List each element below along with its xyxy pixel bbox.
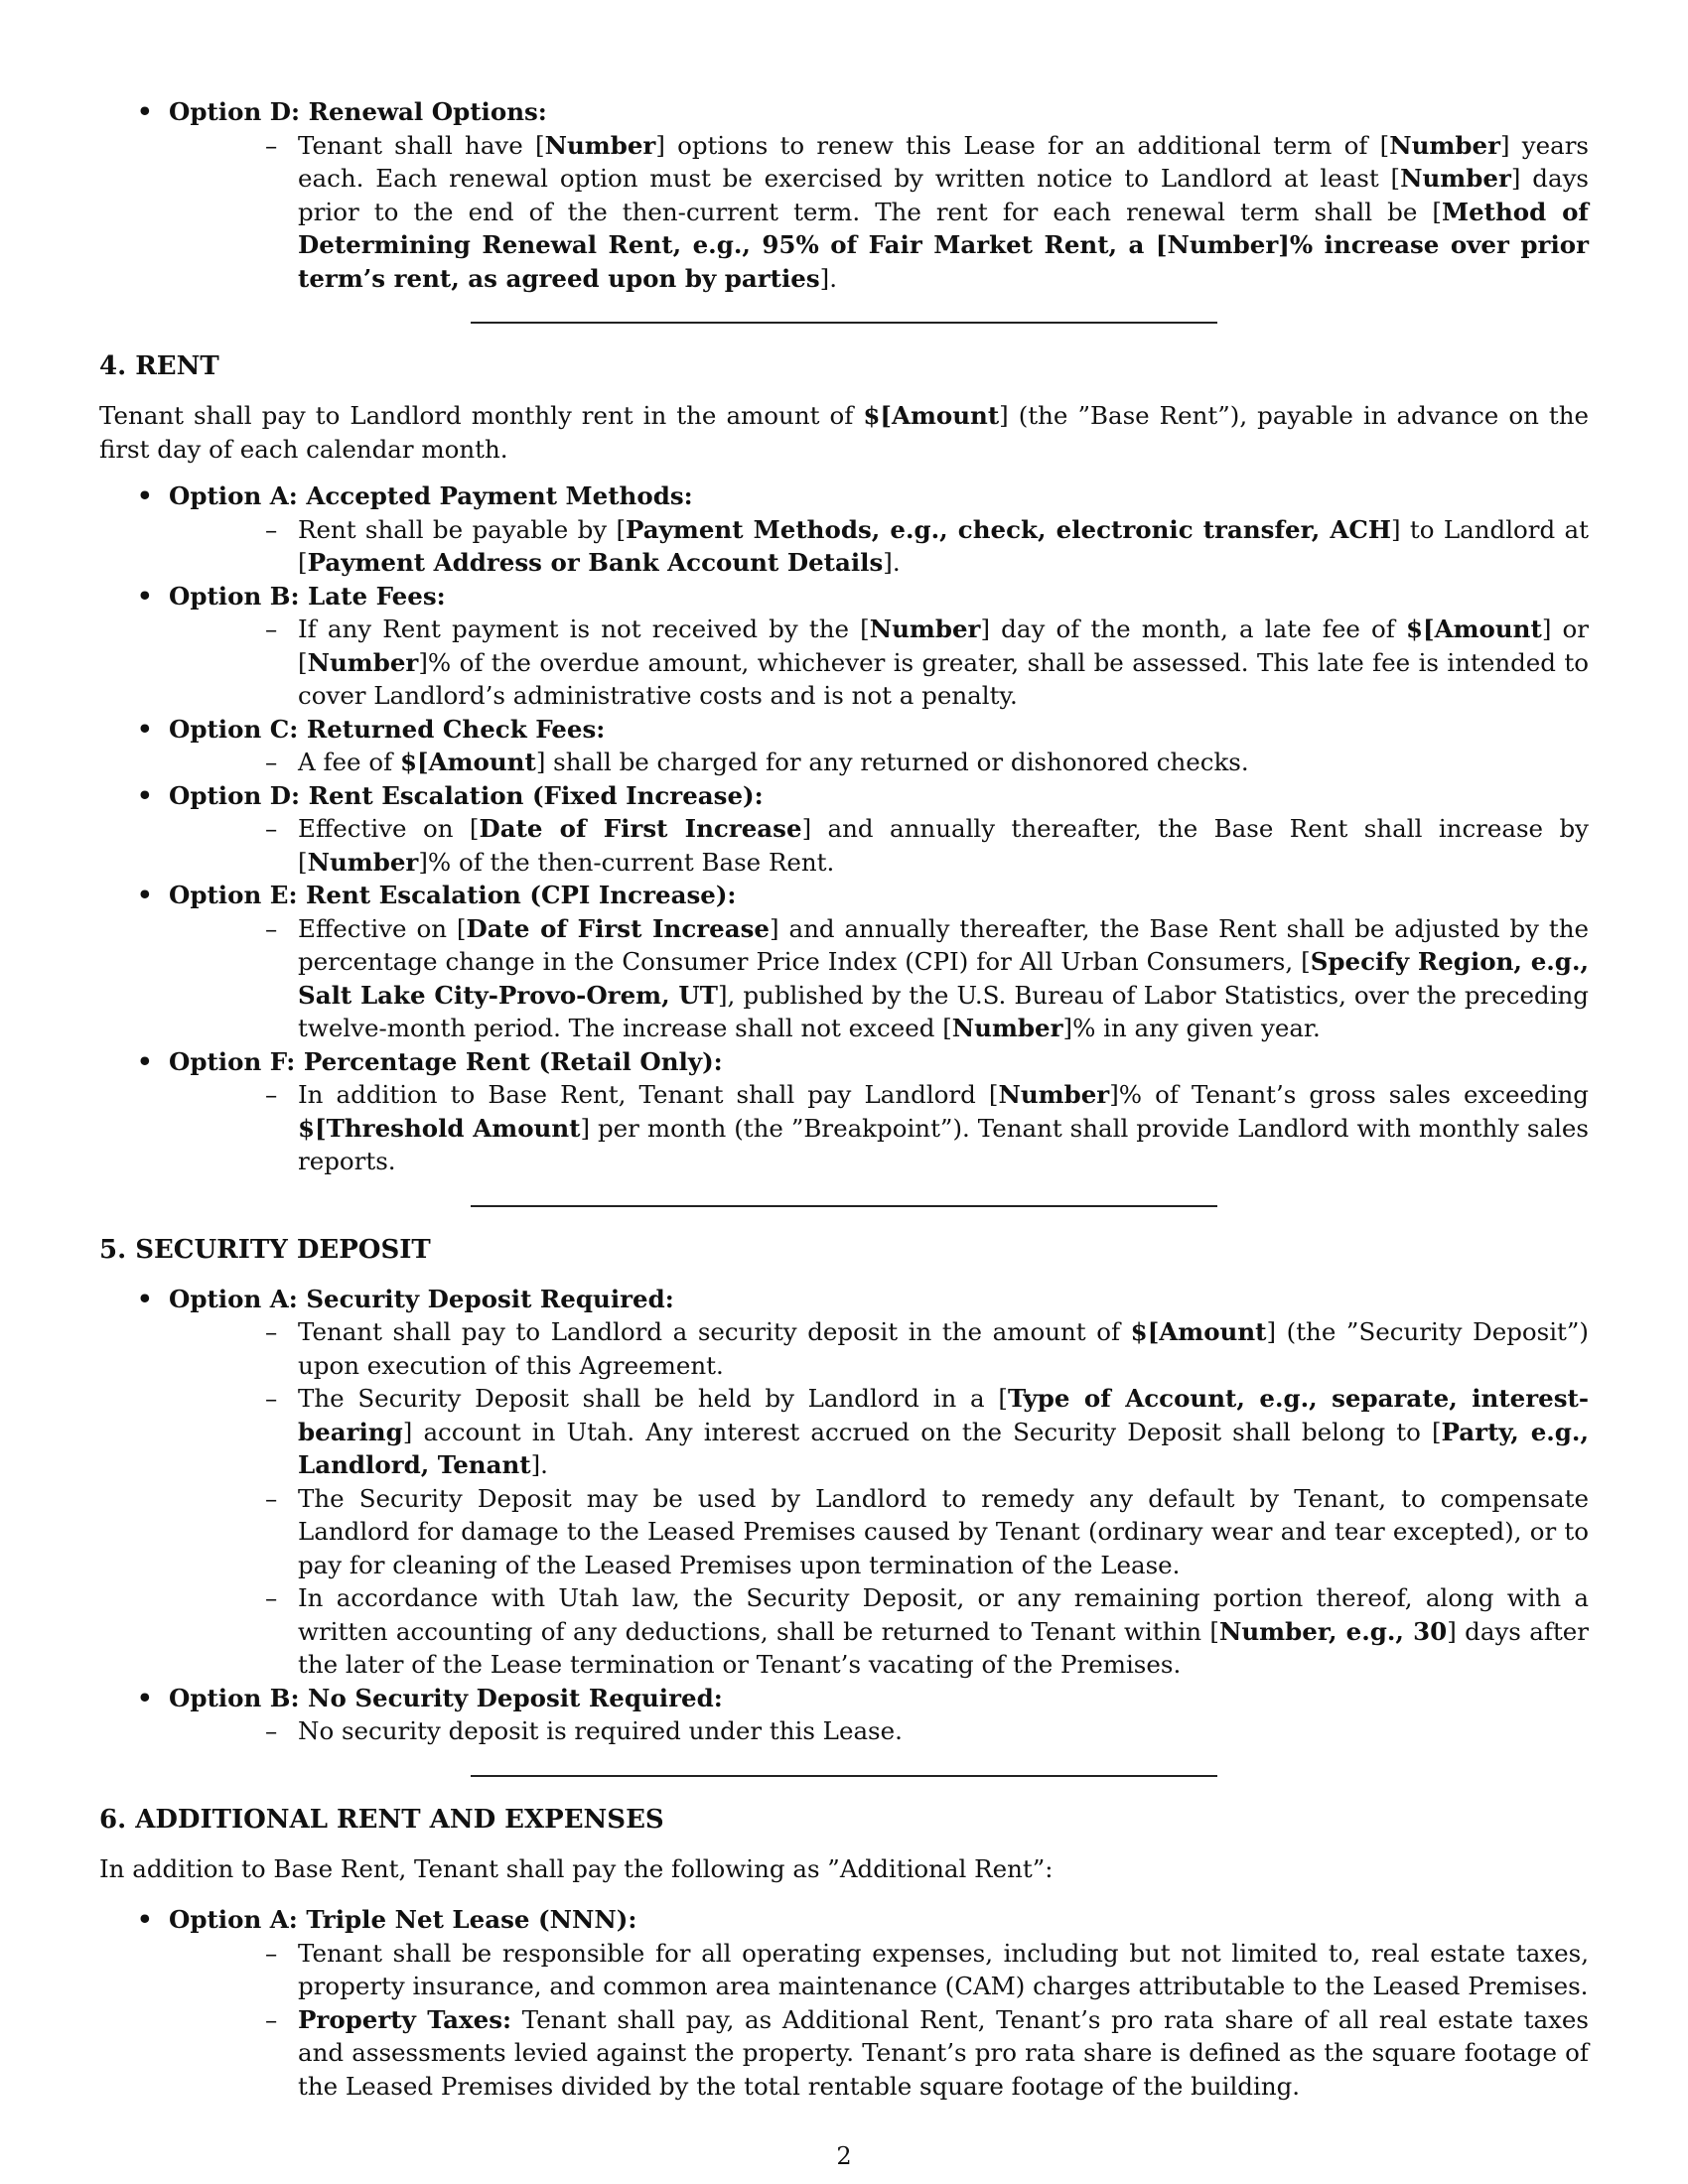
section-divider: [471, 1775, 1217, 1777]
section-heading-security-deposit: 5. SECURITY DEPOSIT: [99, 1234, 431, 1265]
list-item: – The Security Deposit may be used by Landlord to remedy any default by Tenant, to compensate Landlord for damage to the Leased Premises caused by Tenant (ordinary wear and tear excepted), or to pay for cleaning of the Leased Premises upon termination of the Lease.: [169, 1482, 1589, 1582]
list-item: – In addition to Base Rent, Tenant shall pay Landlord [Number]% of Tenant’s gross sales exceeding $[Threshold Amount] per month (the ”Breakpoint”). Tenant shall provide Landlord with monthly sales reports.: [169, 1078, 1589, 1178]
list-item: – Rent shall be payable by [Payment Methods, e.g., check, electronic transfer, ACH] to Landlord at [Payment Address or Bank Account Details].: [169, 513, 1589, 580]
option-title: • Option E: Rent Escalation (CPI Increase):: [169, 881, 737, 909]
list-item: – Effective on [Date of First Increase] and annually thereafter, the Base Rent shall be adjusted by the percentage change in the Consumer Price Index (CPI) for All Urban Consumers, [Specify Region, e.g., Salt Lake City-Provo-Orem, UT], published by the U.S. Bureau of Labor Statistics, over the preceding twelve-month period. The increase shall not exceed [Number]% in any given year.: [169, 912, 1589, 1045]
rent-option-d: [99, 779, 1589, 880]
option-title: • Option A: Security Deposit Required:: [169, 1284, 674, 1313]
renewal-options: [99, 95, 1589, 295]
rent-option-b: [99, 580, 1589, 713]
option-title: • Option B: No Security Deposit Required:: [169, 1683, 723, 1712]
list-item: – If any Rent payment is not received by the [Number] day of the month, a late fee of $[Amount] or [Number]% of the overdue amount, whichever is greater, shall be assessed. This late fee is intended to cover Landlord’s administrative costs and is not a penalty.: [169, 613, 1589, 713]
additional-rent-intro: In addition to Base Rent, Tenant shall pay the following as ”Additional Rent”:: [99, 1853, 1054, 1883]
deposit-option-b: [99, 1682, 1589, 1748]
list-item: – No security deposit is required under this Lease.: [169, 1714, 1589, 1748]
option-title: • Option A: Accepted Payment Methods:: [169, 481, 693, 510]
rent-option-c: [99, 713, 1589, 779]
list-item: – Tenant shall pay to Landlord a security deposit in the amount of $[Amount] (the ”Security Deposit”) upon execution of this Agreement.: [169, 1315, 1589, 1382]
list-item: – Effective on [Date of First Increase] and annually thereafter, the Base Rent shall increase by [Number]% of the then-current Base Rent.: [169, 812, 1589, 879]
section-divider: [471, 322, 1217, 324]
document-page: [99, 95, 1589, 2103]
rent-option-a: [99, 479, 1589, 580]
section-heading-additional-rent: 6. ADDITIONAL RENT AND EXPENSES: [99, 1804, 664, 1835]
list-item: – A fee of $[Amount] shall be charged for any returned or dishonored checks.: [169, 746, 1589, 779]
section-heading-rent: 4. RENT: [99, 351, 219, 381]
list-item: – The Security Deposit shall be held by Landlord in a [Type of Account, e.g., separate, interest-bearing] account in Utah. Any interest accrued on the Security Deposit shall belong to [Party, e.g., Landlord, Tenant].: [169, 1382, 1589, 1482]
option-title: • Option D: Renewal Options:: [169, 97, 547, 126]
additional-option-a: [99, 1903, 1589, 2103]
option-title: • Option F: Percentage Rent (Retail Only):: [169, 1046, 723, 1076]
rent-intro: Tenant shall pay to Landlord monthly rent in the amount of $[Amount] (the ”Base Rent”), payable in advance on the first day of each calendar month.: [99, 401, 1589, 464]
option-title: • Option B: Late Fees:: [169, 581, 446, 611]
rent-option-e: [99, 879, 1589, 1045]
list-item: – In accordance with Utah law, the Security Deposit, or any remaining portion thereof, along with a written accounting of any deductions, shall be returned to Tenant within [Number, e.g., 30] days after the later of the Lease termination or Tenant’s vacating of the Premises.: [169, 1581, 1589, 1682]
list-item: – Property Taxes: Tenant shall pay, as Additional Rent, Tenant’s pro rata share of all real estate taxes and assessments levied against the property. Tenant’s pro rata share is defined as the square footage of the Leased Premises divided by the total rentable square footage of the building.: [169, 2003, 1589, 2104]
option-title: • Option C: Returned Check Fees:: [169, 714, 606, 744]
option-title: • Option D: Rent Escalation (Fixed Increase):: [169, 780, 764, 810]
list-item: – Tenant shall be responsible for all operating expenses, including but not limited to, real estate taxes, property insurance, and common area maintenance (CAM) charges attributable to the Leased Premises.: [169, 1937, 1589, 2003]
list-item: – Tenant shall have [Number] options to renew this Lease for an additional term of [Number] years each. Each renewal option must be exercised by written notice to Landlord at least [Number] days prior to the end of the then-current term. The rent for each renewal term shall be [Method of Determining Renewal Rent, e.g., 95% of Fair Market Rent, a [Number]% increase over prior term’s rent, as agreed upon by parties].: [169, 129, 1589, 296]
rent-option-f: [99, 1045, 1589, 1178]
deposit-option-a: [99, 1283, 1589, 1682]
section-divider: [471, 1205, 1217, 1207]
option-title: • Option A: Triple Net Lease (NNN):: [169, 1905, 637, 1934]
page-number: 2: [836, 2142, 852, 2170]
